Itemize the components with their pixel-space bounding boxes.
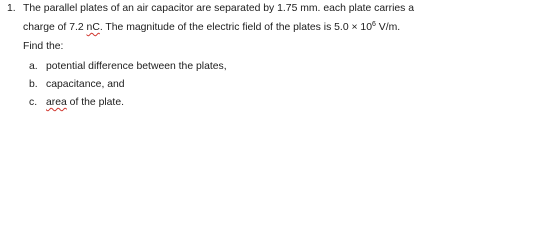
question-number: 1. (7, 3, 16, 14)
list-item-a (29, 58, 227, 75)
list-item-b (29, 76, 125, 93)
find-label: Find the: (23, 41, 64, 52)
item-marker: c. (29, 97, 38, 108)
line2-post: V/m. (375, 22, 401, 33)
item-text: capacitance, and (46, 79, 125, 90)
item-marker: a. (29, 61, 38, 72)
problem-line-1: The parallel plates of an air capacitor are separated by 1.75 mm. each plate carries a (23, 3, 415, 14)
item-marker: b. (29, 79, 38, 90)
line2-pre: charge of 7.2 (23, 22, 87, 33)
problem-line-2 (23, 19, 400, 36)
area-word-flagged: area (46, 97, 67, 108)
line2-mid: . The magnitude of the electric field of the plates is 5.0 × 10 (99, 22, 372, 33)
unit-nc-flagged: nC (86, 22, 100, 33)
item-text: potential difference between the plates, (46, 61, 227, 72)
list-item-c (29, 94, 124, 111)
exponent: 6 (372, 21, 376, 28)
item-text: of the plate. (66, 97, 124, 108)
